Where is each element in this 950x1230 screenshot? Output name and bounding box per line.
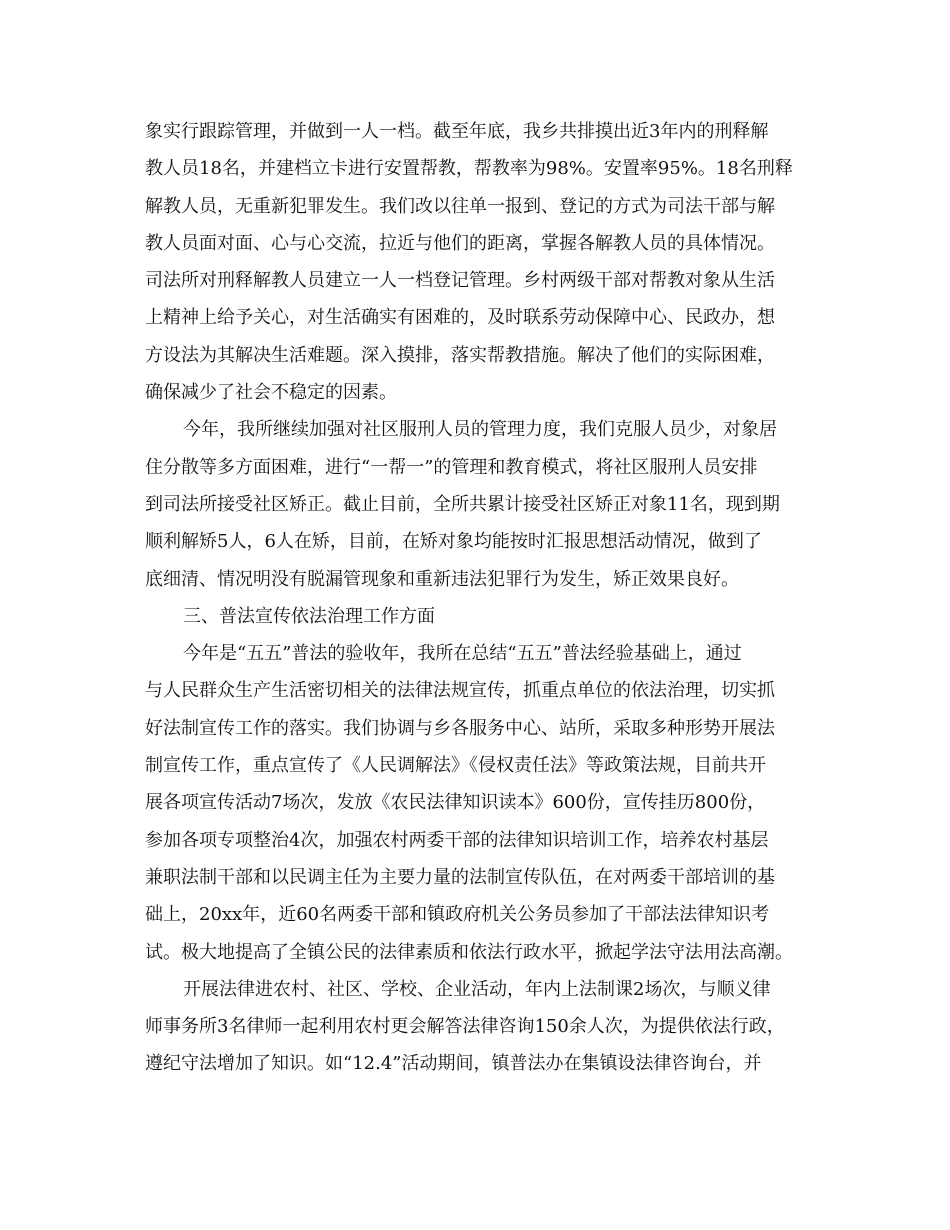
- text-line: 遵纪守法增加了知识。如“12.4”活动期间，镇普法办在集镇设法律咨询台，并: [145, 1053, 762, 1075]
- paragraph-start-line: 今年是“五五”普法的验收年，我所在总结“五五”普法经验基础上，通过: [183, 643, 742, 665]
- text-line: 教人员面对面、心与心交流，拉近与他们的距离，掌握各解教人员的具体情况。: [145, 232, 775, 254]
- paragraph-start-line: 开展法律进农村、社区、学校、企业活动，年内上法制课2场次，与顺义律: [183, 978, 771, 1000]
- text-line: 础上，20xx年，近60名两委干部和镇政府机关公务员参加了干部法法律知识考: [145, 904, 770, 926]
- text-line: 与人民群众生产生活密切相关的法律法规宣传，抓重点单位的依法治理，切实抓: [145, 680, 775, 702]
- section-heading: 三、普法宣传依法治理工作方面: [183, 605, 435, 627]
- text-line: 好法制宣传工作的落实。我们协调与乡各服务中心、站所，采取多种形势开展法: [145, 717, 775, 739]
- text-line: 司法所对刑释解教人员建立一人一档登记管理。乡村两级干部对帮教对象从生活: [145, 270, 775, 292]
- text-line: 底细清、情况明没有脱漏管现象和重新违法犯罪行为发生，矫正效果良好。: [145, 568, 739, 590]
- text-line: 确保减少了社会不稳定的因素。: [145, 382, 397, 404]
- text-line: 方设法为其解决生活难题。深入摸排，落实帮教措施。解决了他们的实际困难，: [145, 344, 775, 366]
- paragraph-start-line: 今年，我所继续加强对社区服刑人员的管理力度，我们克服人员少，对象居: [183, 419, 777, 441]
- text-line: 上精神上给予关心，对生活确实有困难的，及时联系劳动保障中心、民政办，想: [145, 307, 775, 329]
- document-body: [145, 113, 815, 1083]
- text-line: 师事务所3名律师一起利用农村更会解答法律咨询150余人次，为提供依法行政，: [145, 1016, 785, 1038]
- text-line: 参加各项专项整治4次，加强农村两委干部的法律知识培训工作，培养农村基层: [145, 829, 769, 851]
- text-line: 制宣传工作，重点宣传了《人民调解法》《侵权责任法》等政策法规，目前共开: [145, 755, 766, 777]
- text-line: 住分散等多方面困难，进行“一帮一”的管理和教育模式，将社区服刑人员安排: [145, 456, 758, 478]
- text-line: 顺利解矫5人，6人在矫，目前，在矫对象均能按时汇报思想活动情况，做到了: [145, 531, 762, 553]
- text-line: 象实行跟踪管理，并做到一人一档。截至年底，我乡共排摸出近3年内的刑释解: [145, 121, 769, 142]
- text-line: 展各项宣传活动7场次，发放《农民法律知识读本》600份，宣传挂历800份，: [145, 792, 766, 814]
- text-line: 解教人员，无重新犯罪发生。我们改以往单一报到、登记的方式为司法干部与解: [145, 195, 775, 217]
- text-line: 试。极大地提高了全镇公民的法律素质和依法行政水平，掀起学法守法用法高潮。: [145, 941, 793, 963]
- text-line: 教人员18名，并建档立卡进行安置帮教，帮教率为98%。安置率95%。18名刑释: [145, 158, 793, 180]
- text-line: 到司法所接受社区矫正。截止目前，全所共累计接受社区矫正对象11名，现到期: [145, 493, 780, 515]
- text-line: 兼职法制干部和以民调主任为主要力量的法制宣传队伍，在对两委干部培训的基: [145, 866, 775, 888]
